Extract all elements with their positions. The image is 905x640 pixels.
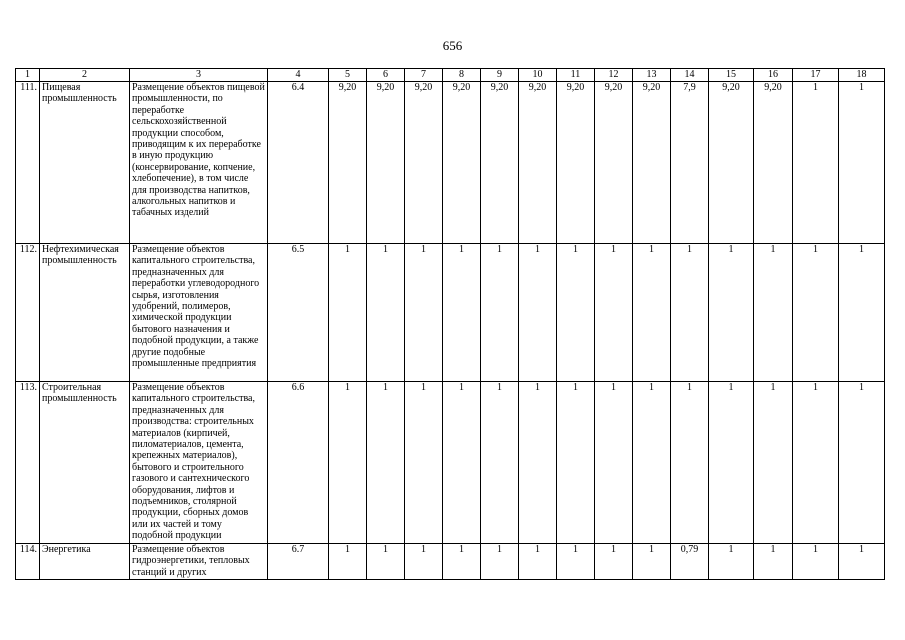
coefficient-cell: 1 [557,382,595,544]
row-number-cell: 112. [16,244,40,382]
column-header: 3 [130,69,268,82]
column-header: 18 [839,69,885,82]
coefficient-cell: 1 [557,544,595,580]
coefficient-cell: 1 [633,244,671,382]
column-header: 1 [16,69,40,82]
coefficient-cell: 9,20 [754,82,793,244]
coefficient-cell: 1 [481,382,519,544]
coefficient-cell: 1 [754,544,793,580]
land-use-code-cell: 6.4 [268,82,329,244]
coefficient-cell: 1 [839,82,885,244]
column-header: 7 [405,69,443,82]
column-header: 9 [481,69,519,82]
column-header: 16 [754,69,793,82]
coefficient-cell: 1 [709,544,754,580]
column-header: 15 [709,69,754,82]
coefficient-cell: 1 [671,244,709,382]
coefficient-cell: 1 [633,544,671,580]
coefficient-cell: 1 [839,244,885,382]
land-use-description-cell: Размещение объектов пищевой промышленности, по переработке сельскохозяйственной продукции способом, приводящим к их переработке в иную продукцию (консервирование, копчение, хлебопечение), в том числе для производства напитков, алкогольных напитков и табачных изделий [130,82,268,244]
column-header: 5 [329,69,367,82]
coefficient-cell: 9,20 [367,82,405,244]
land-use-code-cell: 6.7 [268,544,329,580]
land-use-name-cell: Энергетика [40,544,130,580]
coefficient-cell: 0,79 [671,544,709,580]
land-use-description-cell: Размещение объектов капитального строительства, предназначенных для переработки углеводородного сырья, изготовления удобрений, полимеров, химической продукции бытового назначения и подобной продукции, а также другие подобные промышленные предприятия [130,244,268,382]
table-row [16,82,885,244]
coefficient-cell: 1 [405,244,443,382]
row-number-cell: 111. [16,82,40,244]
coefficient-cell: 1 [329,244,367,382]
coefficient-cell: 1 [633,382,671,544]
coefficient-cell: 1 [405,544,443,580]
row-number-cell: 114. [16,544,40,580]
coefficient-cell: 9,20 [595,82,633,244]
table-row [16,244,885,382]
coefficient-cell: 1 [481,244,519,382]
column-header: 14 [671,69,709,82]
coefficient-cell: 1 [595,244,633,382]
coefficient-cell: 1 [443,544,481,580]
coefficient-cell: 9,20 [557,82,595,244]
coefficient-cell: 1 [557,244,595,382]
coefficient-cell: 7,9 [671,82,709,244]
coefficient-cell: 1 [329,544,367,580]
coefficient-cell: 1 [839,544,885,580]
column-header: 2 [40,69,130,82]
coefficient-cell: 1 [481,544,519,580]
coefficient-cell: 9,20 [709,82,754,244]
coefficient-cell: 9,20 [481,82,519,244]
column-header: 4 [268,69,329,82]
column-header: 8 [443,69,481,82]
coefficient-cell: 1 [443,382,481,544]
coefficient-cell: 1 [793,82,839,244]
coefficient-cell: 1 [595,544,633,580]
column-header: 6 [367,69,405,82]
column-header: 10 [519,69,557,82]
land-use-name-cell: Пищевая промышленность [40,82,130,244]
coefficient-cell: 1 [754,382,793,544]
coefficient-cell: 1 [367,382,405,544]
coefficient-cell: 1 [367,544,405,580]
coefficient-cell: 1 [443,244,481,382]
coefficient-cell: 1 [754,244,793,382]
column-number-row [16,69,885,82]
coefficient-cell: 9,20 [405,82,443,244]
column-header: 17 [793,69,839,82]
coefficient-cell: 1 [519,544,557,580]
land-use-name-cell: Строительная промышленность [40,382,130,544]
row-number-cell: 113. [16,382,40,544]
coefficient-cell: 1 [519,382,557,544]
land-use-name-cell: Нефтехимическая промышленность [40,244,130,382]
coefficient-cell: 9,20 [443,82,481,244]
land-use-description-cell: Размещение объектов капитального строительства, предназначенных для производства: строительных материалов (кирпичей, пиломатериалов, цемента, крепежных материалов), бытового и строительного газового и сантехнического оборудования, лифтов и подъемников, столярной продукции, сборных домов или их частей и тому подобной продукции [130,382,268,544]
coefficient-cell: 1 [793,544,839,580]
coefficient-cell: 9,20 [633,82,671,244]
coefficient-cell: 1 [519,244,557,382]
coefficient-cell: 1 [595,382,633,544]
column-header: 12 [595,69,633,82]
coefficient-cell: 1 [793,244,839,382]
land-use-coefficient-table [15,68,885,580]
coefficient-cell: 1 [329,382,367,544]
coefficient-cell: 1 [793,382,839,544]
coefficient-cell: 1 [839,382,885,544]
land-use-code-cell: 6.6 [268,382,329,544]
coefficient-cell: 1 [405,382,443,544]
land-use-description-cell: Размещение объектов гидроэнергетики, тепловых станций и других [130,544,268,580]
coefficient-cell: 1 [709,382,754,544]
column-header: 13 [633,69,671,82]
column-header: 11 [557,69,595,82]
coefficient-cell: 1 [367,244,405,382]
coefficient-cell: 9,20 [329,82,367,244]
coefficient-cell: 9,20 [519,82,557,244]
coefficient-cell: 1 [671,382,709,544]
land-use-code-cell: 6.5 [268,244,329,382]
table-row [16,382,885,544]
table-row [16,544,885,580]
coefficient-cell: 1 [709,244,754,382]
page-number: 656 [442,38,463,53]
